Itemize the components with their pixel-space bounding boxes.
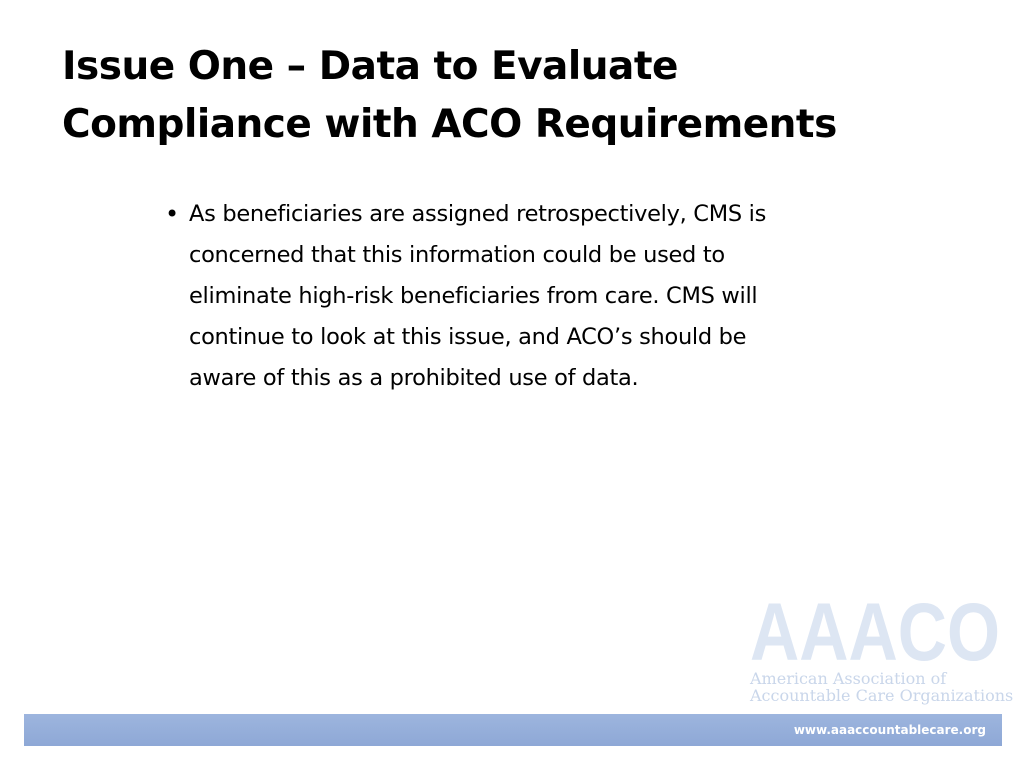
bullet-dot-icon: • bbox=[165, 200, 180, 228]
bullet-item bbox=[165, 194, 945, 399]
bullet-list bbox=[165, 194, 945, 399]
logo-subtitle-line-2: Accountable Care Organizations bbox=[750, 686, 1014, 705]
slide-title-line-2: Compliance with ACO Requirements bbox=[62, 102, 837, 147]
slide-title-line-1: Issue One – Data to Evaluate bbox=[62, 44, 678, 89]
bullet-line-3: eliminate high-risk beneficiaries from care. CMS will bbox=[189, 283, 758, 309]
aaaco-logo-mark bbox=[750, 596, 1000, 666]
bullet-text bbox=[189, 194, 945, 399]
aaaco-logo bbox=[750, 596, 1014, 708]
bullet-line-1: As beneficiaries are assigned retrospectively, CMS is bbox=[189, 201, 767, 227]
footer-bar bbox=[24, 714, 1002, 746]
bullet-line-5: aware of this as a prohibited use of data. bbox=[189, 365, 639, 391]
bullet-line-2: concerned that this information could be used to bbox=[189, 242, 725, 268]
footer-url-link[interactable]: www.aaaccountablecare.org bbox=[793, 723, 986, 737]
logo-mark-text: AAACO bbox=[750, 596, 1000, 666]
slide-title bbox=[62, 38, 962, 154]
bullet-line-4: continue to look at this issue, and ACO’s should be bbox=[189, 324, 747, 350]
logo-subtitle bbox=[750, 670, 1013, 704]
logo-subtitle-line-1: American Association of bbox=[750, 669, 947, 688]
